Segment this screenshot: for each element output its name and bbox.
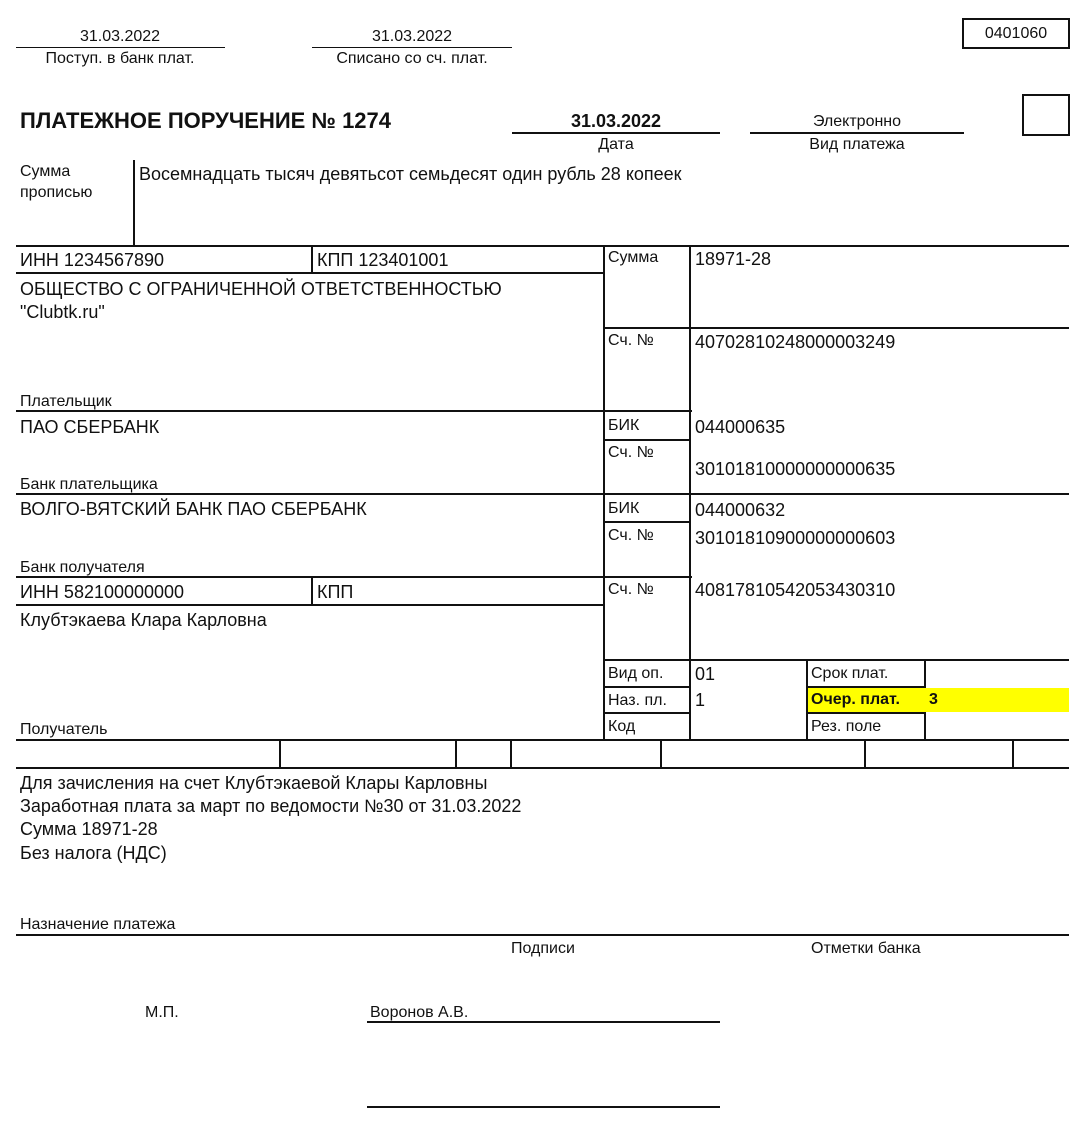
reserve-label: Рез. поле — [811, 718, 882, 735]
payer-bank-bik-label: БИК — [608, 417, 640, 434]
bank-marks-label: Отметки банка — [811, 940, 921, 957]
received-date: 31.03.2022 — [79, 28, 161, 45]
payer-account-label: Сч. № — [608, 332, 654, 349]
form-code-box — [962, 18, 1070, 49]
payee-bank-label: Банк получателя — [20, 559, 145, 576]
payer-bank-label: Банк плательщика — [20, 476, 158, 493]
received-date-line — [16, 47, 225, 48]
amount-words-label-1: Сумма — [20, 163, 71, 180]
payment-type-line — [750, 132, 964, 134]
grid-line — [1012, 739, 1014, 769]
document-date-line — [512, 132, 720, 134]
code-label: Код — [608, 718, 636, 735]
grid-line — [16, 272, 604, 274]
payer-sum-label: Сумма — [608, 249, 659, 266]
payee-bank-account: 30101810900000000603 — [695, 528, 896, 548]
purpose-code: 1 — [695, 690, 706, 710]
grid-line — [455, 739, 457, 769]
grid-line — [16, 767, 1069, 769]
signer-name: Воронов А.В. — [370, 1004, 469, 1021]
payee-name: Клубтэкаева Клара Карловна — [20, 610, 267, 630]
payee-inn: ИНН 582100000000 — [20, 582, 185, 602]
payment-type: Электронно — [812, 113, 902, 130]
form-code: 0401060 — [984, 25, 1048, 42]
received-date-label: Поступ. в банк плат. — [45, 50, 195, 67]
payer-name-line1: ОБЩЕСТВО С ОГРАНИЧЕННОЙ ОТВЕТСТВЕННОСТЬЮ — [20, 279, 502, 299]
payer-bank-account: 30101810000000000635 — [695, 459, 896, 479]
grid-line — [604, 327, 1069, 329]
payer-name-line2: "Clubtk.ru" — [20, 302, 105, 322]
op-type-label: Вид оп. — [608, 665, 664, 682]
grid-line — [16, 410, 692, 412]
payee-account-label: Сч. № — [608, 581, 654, 598]
term-label: Срок плат. — [811, 665, 889, 682]
grid-line — [604, 686, 691, 688]
debited-date-label: Списано со сч. плат. — [336, 50, 488, 67]
purpose-line: Заработная плата за март по ведомости №30 от 31.03.2022 — [20, 796, 522, 816]
priority-value: 3 — [929, 691, 938, 708]
grid-line — [604, 521, 691, 523]
page-title: ПЛАТЕЖНОЕ ПОРУЧЕНИЕ № 1274 — [20, 108, 392, 133]
payee-bank-bik-label: БИК — [608, 500, 640, 517]
payer-inn: ИНН 1234567890 — [20, 250, 165, 270]
payee-account: 40817810542053430310 — [695, 580, 896, 600]
payee-bank-account-label: Сч. № — [608, 527, 654, 544]
purpose-line: Без налога (НДС) — [20, 843, 167, 863]
purpose-line: Сумма 18971-28 — [20, 819, 158, 839]
grid-line — [311, 576, 313, 606]
status-box — [1022, 94, 1070, 136]
purpose-line-bottom — [16, 934, 1069, 936]
payee-label: Получатель — [20, 721, 108, 738]
payer-bank-account-label: Сч. № — [608, 444, 654, 461]
grid-line — [510, 739, 512, 769]
signature-line-1 — [367, 1021, 720, 1023]
grid-line — [604, 439, 691, 441]
priority-label: Очер. плат. — [811, 691, 900, 708]
grid-line — [16, 245, 1069, 247]
payer-bank-bik: 044000635 — [695, 417, 786, 437]
purpose-code-label: Наз. пл. — [608, 692, 667, 709]
grid-line — [604, 712, 691, 714]
purpose-label: Назначение платежа — [20, 916, 176, 933]
payee-bank-bik: 044000632 — [695, 500, 786, 520]
document-date: 31.03.2022 — [570, 111, 662, 131]
payee-kpp: КПП — [317, 582, 354, 602]
grid-line — [16, 604, 604, 606]
payment-type-label: Вид платежа — [809, 136, 905, 153]
grid-line — [604, 659, 1069, 661]
payer-label: Плательщик — [20, 393, 112, 410]
op-type: 01 — [695, 664, 716, 684]
debited-date-line — [312, 47, 512, 48]
grid-line — [660, 739, 662, 769]
payer-account: 40702810248000003249 — [695, 332, 896, 352]
payer-sum: 18971-28 — [695, 249, 772, 269]
amount-words-divider — [133, 160, 135, 247]
grid-line — [806, 712, 926, 714]
grid-line — [864, 739, 866, 769]
grid-line — [311, 245, 313, 274]
signatures-label: Подписи — [511, 940, 575, 957]
amount-words: Восемнадцать тысяч девятьсот семьдесят один рубль 28 копеек — [139, 164, 682, 184]
grid-line — [16, 493, 1069, 495]
stamp-label: М.П. — [145, 1004, 179, 1021]
payer-kpp: КПП 123401001 — [317, 250, 449, 270]
debited-date: 31.03.2022 — [371, 28, 453, 45]
grid-line — [16, 739, 1069, 741]
payee-bank-name: ВОЛГО-ВЯТСКИЙ БАНК ПАО СБЕРБАНК — [20, 499, 367, 519]
document-date-label: Дата — [598, 136, 634, 153]
grid-line — [279, 739, 281, 769]
purpose-line: Для зачисления на счет Клубтэкаевой Клары Карловны — [20, 773, 488, 793]
signature-line-2 — [367, 1106, 720, 1108]
payer-bank-name: ПАО СБЕРБАНК — [20, 417, 160, 437]
amount-words-label-2: прописью — [20, 184, 93, 201]
